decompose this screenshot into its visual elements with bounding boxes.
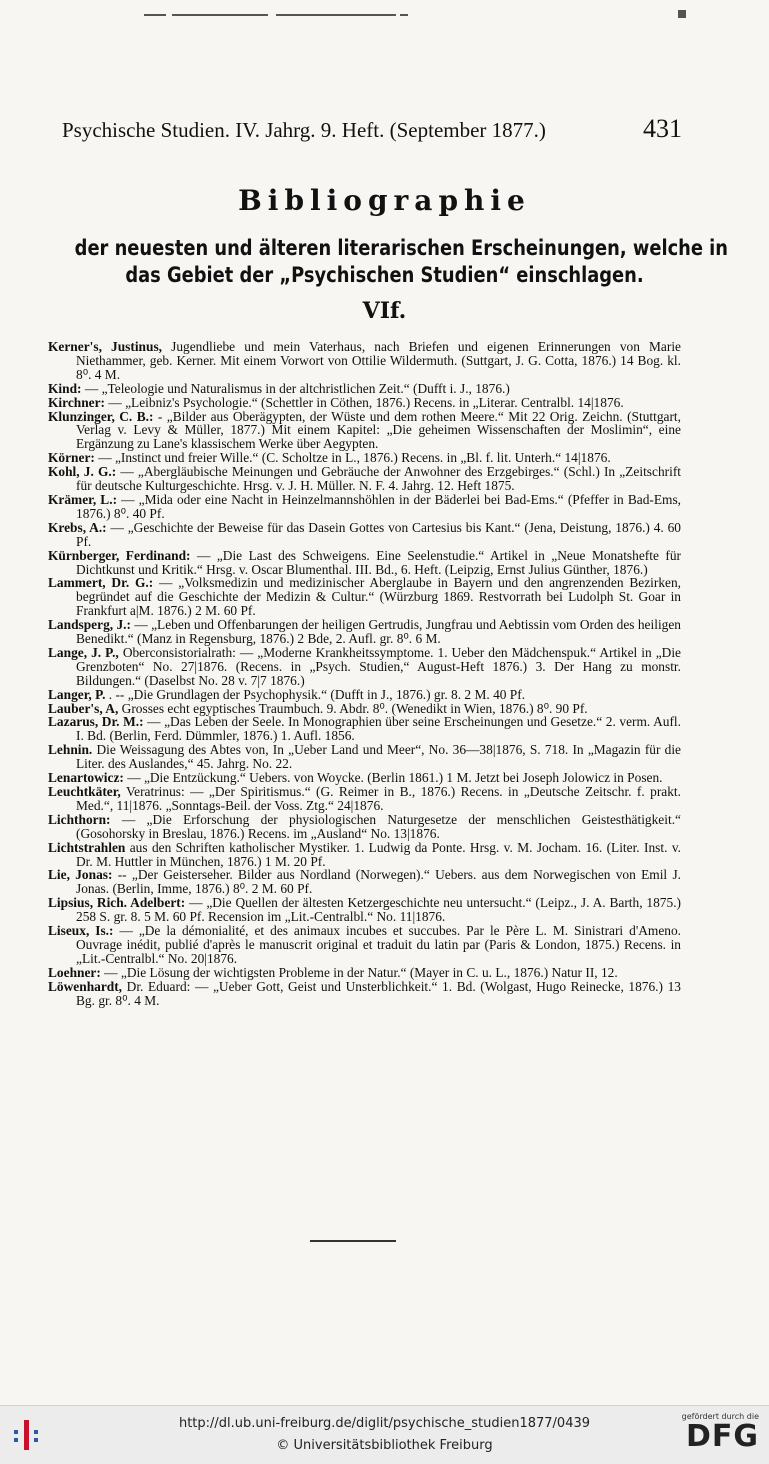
bibliography-entry [48,868,681,896]
entry-text: — „De la démonialité, et des animaux incubes et succubes. Par le Père L. M. Sinistrari d'Ameno. Ouvrage inédit, publié d'après le manuscrit original et traduit du latin par (Paris & London, 1875.) Recens. in „Lit.-Centralbl.“ No. 20|1876. [76,923,681,966]
top-rule [276,14,396,16]
viewer-footer [0,1405,769,1464]
entry-text: Veratrinus: — „Der Spiritismus.“ (G. Reimer in B., 1876.) Recens. in „Deutsche Zeitschr. f. prakt. Med.“, 11|1876. „Sonntags-Beil. der Voss. Ztg.“ 24|1876. [76,784,681,813]
entry-author: Krämer, L.: [48,491,118,507]
copyright-notice: © Universitätsbibliothek Freiburg [276,1438,493,1453]
bibliography-entry [48,451,681,465]
entry-text: — „Volksmedizin und medizinischer Aberglaube in Bayern und den angrenzenden Bezirken, begründet auf die Geschichte der Medizin & Cultur.“ (Würzburg 1869. Restvorrath bei Ludolph St. Goar in Frankfurt a|M. 1876.) 2 M. 60 Pf. [76,575,682,619]
entry-author: Lenartowicz: [48,770,124,786]
entry-author: Liseux, Is.: [48,923,114,939]
entry-text: Dr. Eduard: — „Ueber Gott, Geist und Unsterblichkeit.“ 1. Bd. (Wolgast, Hugo Reinecke, 1876.) 13 Bg. gr. 8⁰. 4 M. [76,978,681,1008]
permalink-url[interactable]: http://dl.ub.uni-freiburg.de/diglit/psychische_studien1877/0439 [178,1416,591,1431]
bibliography-entry [48,493,681,521]
entry-author: Landsperg, J.: [48,617,131,633]
running-header [62,114,682,148]
bibliography-entry [48,896,681,924]
bibliography-entry [48,340,681,382]
entry-text: Grosses echt egyptisches Traumbuch. 9. Abdr. 8⁰. (Wenedikt in Wien, 1876.) 8⁰. 90 Pf. [118,700,588,716]
bibliography-entry [48,980,681,1008]
entry-author: Kerner's, Justinus, [48,339,163,354]
bibliography-entry [48,702,681,716]
entry-author: Kürnberger, Ferdinand: [48,547,191,563]
dfg-logo [677,1412,759,1454]
entry-text: aus den Schriften katholischer Mystiker. 1. Ludwig da Ponte. Hrsg. v. M. Jocham. 16. (Liter. Inst. v. Dr. M. Huttler in München, 1876.) 1 M. 20 Pf. [76,839,681,869]
bibliography-entry [48,410,681,452]
entry-author: Kind: [48,380,82,396]
dfg-wordmark: DFG [685,1419,759,1454]
subtitle-line-2: das Gebiet der „Psychischen Studien“ einschlagen. [125,263,644,287]
bibliography-entry [48,743,681,771]
entry-author: Klunzinger, C. B.: [48,408,154,424]
entry-author: Lehnin. [48,742,93,758]
entry-text: — „Teleologie und Naturalismus in der altchristlichen Zeit.“ (Dufft i. J., 1876.) [81,380,510,396]
entry-author: Langer, P. [48,686,106,702]
entry-text: Die Weissagung des Abtes von, In „Ueber Land und Meer“, No. 36—38|1876, S. 718. In „Magazin für die Liter. des Auslandes,“ 45. Jahrg. No. 22. [76,742,681,772]
page-number: 431 [643,114,682,143]
entry-text: — „Abergläubische Meinungen und Gebräuche der Anwohner des Erzgebirges.“ (Schl.) In „Zeitschrift für deutsche Kulturgeschichte. Hrsg. v. J. H. Müller. N. F. 4. Jahrg. 12. Heft 1875. [76,464,681,494]
bibliography-entry [48,646,681,688]
bibliography-entry [48,521,681,549]
entry-text: — „Die Erforschung der physiologischen Naturgesetze der menschlichen Geistesthätigkeit.“ (Gosohorsky in Breslau, 1876.) Recens. im „Ausland“ No. 13|1876. [76,811,681,841]
top-mark [678,10,686,18]
entry-author: Leuchtkäter, [48,784,121,799]
entry-author: Krebs, A.: [48,519,107,535]
bibliography-list [48,340,681,1008]
entry-text: — „Die Entzückung.“ Uebers. von Woycke. (Berlin 1861.) 1 M. Jetzt bei Joseph Jolowicz in Posen. [123,770,663,786]
entry-author: Lange, J. P., [48,644,119,660]
bibliography-entry [48,382,681,396]
entry-author: Körner: [48,450,95,466]
page-title: Bibliographie [238,184,531,217]
entry-author: Lauber's, A, [48,700,119,716]
entry-author: Lammert, Dr. G.: [48,575,154,591]
entry-author: Lichtstrahlen [48,839,126,855]
end-rule [310,1240,396,1242]
bibliography-entry [48,618,681,646]
bibliography-entry [48,396,681,410]
entry-author: Kohl, J. G.: [48,464,117,480]
bibliography-entry [48,576,681,618]
entry-text: — „Leben und Offenbarungen der heiligen Gertrudis, Jungfrau und Aebtissin vom Orden des heiligen Benedikt.“ (Manz in Regensburg, 1876.) 2 Bde, 2. Aufl. gr. 8⁰. 6 M. [76,617,681,647]
bibliography-entry [48,688,681,702]
entry-author: Lichthorn: [48,811,111,827]
entry-text: - „Bilder aus Oberägypten, der Wüste und dem rothen Meere.“ Mit 22 Orig. Zeichn. (Stuttgart, Verlag v. Levy & Müller, 1877.) Mit einem Kapitel: „Die geheimen Wissenschaften der Moslimin“, eine Ergänzung zu Lane's klassischem Werke über Aegypten. [76,408,681,452]
bibliography-entry [48,785,681,813]
entry-text: — „Geschichte der Beweise für das Dasein Gottes von Cartesius bis Kant.“ (Jena, Deistung, 1876.) 4. 60 Pf. [76,519,681,549]
dfg-caption: gefördert durch die [681,1412,759,1421]
bibliography-entry [48,841,681,869]
bibliography-entry [48,465,681,493]
top-rule [400,14,408,16]
entry-text: — „Mida oder eine Nacht in Heinzelmannshöhlen in der Bäderlei bei Bad-Ems.“ (Pfeffer in Bad-Ems, 1876.) 8⁰. 40 Pf. [76,491,681,521]
entry-text: — „Leibniz's Psychologie.“ (Schettler in Cöthen, 1876.) Recens. in „Literar. Centralbl. 14|1876. [105,394,624,410]
bibliography-entry [48,813,681,841]
top-rule [144,14,166,16]
entry-text: — „Instinct und freier Wille.“ (C. Scholtze in L., 1876.) Recens. in „Bl. f. lit. Unterh.“ 14|1876. [94,450,611,466]
bibliography-entry [48,715,681,743]
entry-text: Oberconsistorialrath: — „Moderne Krankheitssymptome. 1. Ueber den Mädchenspuk.“ Artikel in „Die Grenzboten“ No. 27|1876. (Recens. in „Psych. Studien,“ August-Heft 1876.) 3. Der Hang zu monstr. Bildungen.“ (Daselbst No. 28 v. 7|7 1876.) [76,644,681,688]
top-rule [172,14,268,16]
bibliography-entry [48,549,681,577]
part-heading: VIf. [362,298,407,324]
entry-author: Lie, Jonas: [48,867,113,883]
bibliography-entry [48,771,681,785]
bibliography-entry [48,924,681,966]
entry-author: Lipsius, Rich. Adelbert: [48,895,186,911]
entry-text: Jugendliebe und mein Vaterhaus, nach Briefen und eigenen Erinnerungen von Marie Niethammer, geb. Kerner. Mit einem Vorwort von Ottilie Wildermuth. (Suttgart, J. G. Cotta, 1876.) 14 Bog. kl. 8⁰. 4 M. [76,339,681,382]
entry-text: — „Das Leben der Seele. In Monographien über seine Erscheinungen und Gesetze.“ 2. verm. Aufl. I. Bd. (Berlin, Ferd. Dümmler, 1876.) 1. Aufl. 1856. [76,714,681,744]
entry-text: — „Die Quellen der ältesten Ketzergeschichte neu untersucht.“ (Leipz., J. A. Barth, 1875.) 258 S. gr. 8. 5 M. 60 Pf. Recension im „Lit.-Centralbl.“ No. 11|1876. [76,895,682,925]
entry-author: Löwenhardt, [48,978,123,994]
entry-author: Loehner: [48,964,101,980]
entry-author: Lazarus, Dr. M.: [48,714,144,730]
entry-text: -- „Der Geisterseher. Bilder aus Nordland (Norwegen).“ Uebers. aus dem Norwegischen von Emil J. Jonas. (Berlin, Imme, 1876.) 8⁰. 2 M. 60 Pf. [76,867,681,897]
entry-text: . -- „Die Grundlagen der Psychophysik.“ (Dufft in J., 1876.) gr. 8. 2 M. 40 Pf. [105,686,526,702]
journal-title: Psychische Studien. IV. Jahrg. 9. Heft. (September 1877.) [62,118,546,142]
entry-text: — „Die Lösung der wichtigsten Probleme in der Natur.“ (Mayer in C. u. L., 1876.) Natur II, 12. [100,964,618,980]
entry-text: — „Die Last des Schweigens. Eine Seelenstudie.“ Artikel in „Neue Monatshefte für Dichtkunst und Kritik.“ Hrsg. v. Oscar Blumenthal. III. Bd., 6. Heft. (Leipzig, Ernst Julius Günther, 1876.) [76,547,681,577]
bibliography-entry [48,966,681,980]
subtitle-line-1: der neuesten und älteren literarischen Erscheinungen, welche in [74,236,729,260]
entry-author: Kirchner: [48,394,106,410]
